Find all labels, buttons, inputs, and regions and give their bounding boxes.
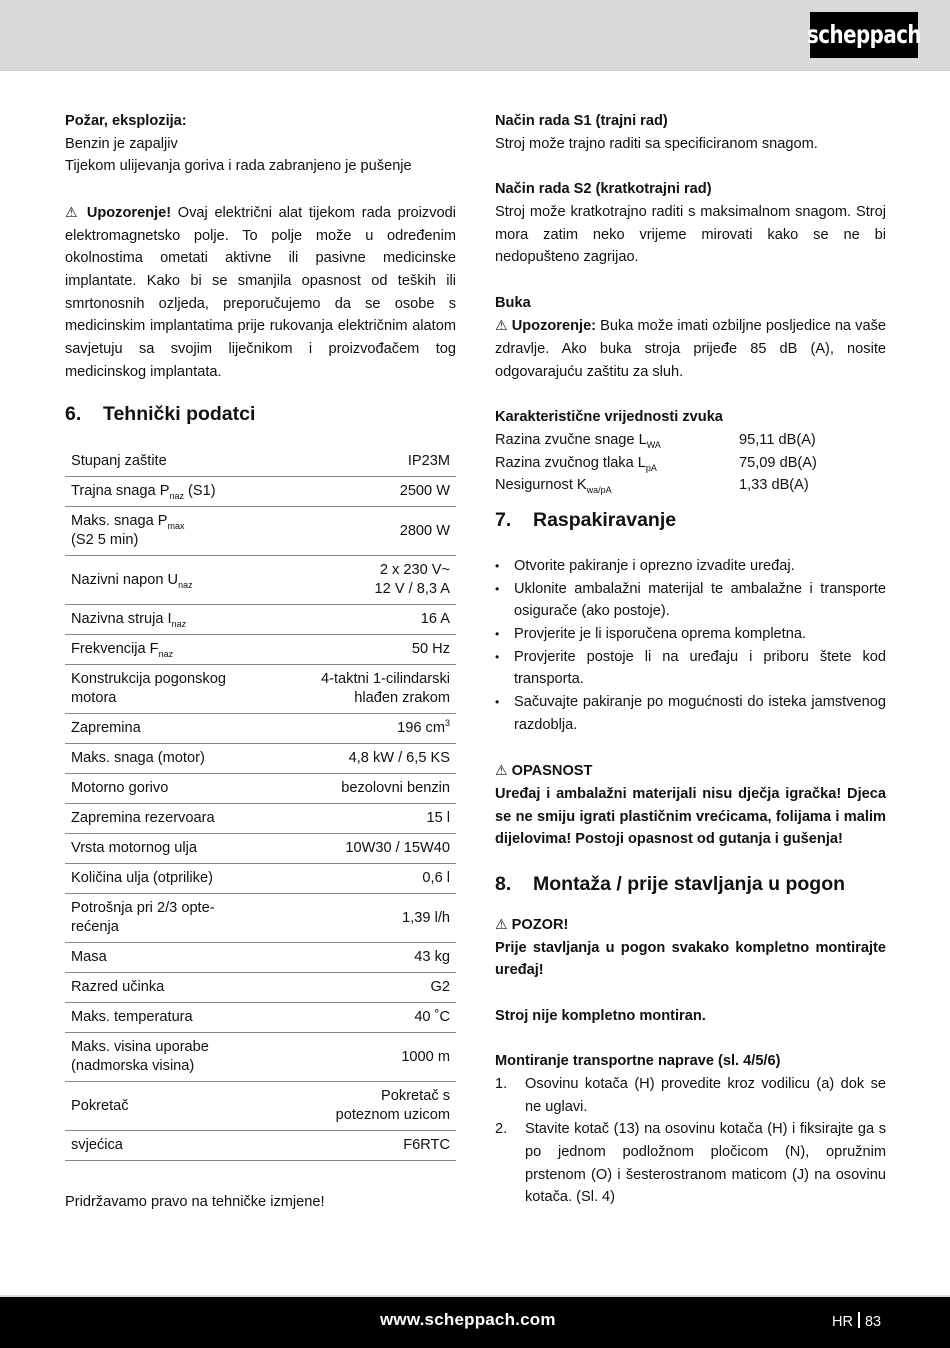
noise-title: Buka (495, 294, 531, 311)
divider (858, 1312, 860, 1328)
spec-row (65, 973, 456, 1003)
spec-value: 2800 W (277, 507, 456, 556)
spec-row (65, 1033, 456, 1082)
sound-label: Razina zvučne snage $L_{WA}$ (495, 431, 661, 450)
spec-value: 2500 W (277, 477, 456, 507)
spec-value: 4-taktni 1-cilindarski hlađen zrakom (277, 665, 456, 714)
spec-label: Masa (65, 943, 277, 973)
spec-row (65, 665, 456, 714)
page-number: 83 (864, 1314, 882, 1330)
s2-title: Način rada S2 (kratkotrajni rad) (495, 181, 712, 198)
section-number: 7. (495, 508, 512, 531)
spec-value: 2 x 230 V~ 12 V / 8,3 A (277, 556, 456, 605)
spec-value: 10W30 / 15W40 (277, 834, 456, 864)
spec-label: Potrošnja pri 2/3 opte- rećenja (65, 894, 277, 943)
spec-label: Količina ulja (otprilike) (65, 864, 277, 894)
language-code: HR (832, 1314, 853, 1330)
s1-title: Način rada S1 (trajni rad) (495, 113, 668, 129)
danger-label: OPASNOST (511, 763, 593, 780)
step-text: Osovinu kotača (H) provedite kroz vodilicu (a) dok se ne uglavi. (525, 1075, 886, 1115)
sound-label: Nesigurnost $K_{wa/pA}$ (495, 477, 612, 496)
spec-value: 1,39 l/h (277, 894, 456, 943)
noise-warning-label: Upozorenje: (511, 318, 597, 335)
sound-row (495, 452, 886, 475)
sound-title: Karakteristične vrijednosti zvuka (495, 409, 723, 426)
step-text: Stavite kotač (13) na osovinu kotača (H) i fiksirajte ga s po jednom podložnom pločicom (N), opružnim prstenom (O) i šesterostranom maticom (J) na osovinu kotača. (Sl. 4) (525, 1121, 886, 1206)
spec-value: F6RTC (277, 1131, 456, 1161)
emf-warning (65, 201, 456, 384)
spec-label: Pokretač (65, 1082, 277, 1131)
spec-row (65, 834, 456, 864)
spec-row (65, 507, 456, 556)
spec-label: Maks. visina uporabe (nadmorska visina) (65, 1033, 277, 1082)
transport-steps (495, 1073, 886, 1209)
spec-label: Motorno gorivo (65, 774, 277, 804)
sound-value: 1,33 dB(A) (739, 477, 809, 494)
spec-label: Nazivni napon $U_{naz}$ (65, 556, 277, 605)
spec-row (65, 447, 456, 477)
section-title: Tehnički podatci (103, 403, 256, 426)
spec-value: 0,6 l (277, 864, 456, 894)
spec-label: Zapremina (65, 714, 277, 744)
step-number: 1. (495, 1075, 508, 1092)
spec-value: 43 kg (277, 943, 456, 973)
caution-label: POZOR! (511, 917, 569, 934)
section-6-heading (65, 401, 456, 427)
right-column (495, 110, 886, 1209)
spec-row (65, 943, 456, 973)
spec-label: Maks. snaga (motor) (65, 744, 277, 774)
spec-value: 4,8 kW / 6,5 KS (277, 744, 456, 774)
noise-warning-text: Buka može imati ozbiljne posljedice na vaše zdravlje. Ako buka stroja prijeđe 85 dB (A), nosite odgovarajuću zaštitu za sluh. (495, 318, 886, 380)
s1-text: Stroj može trajno raditi sa specificiranom snagom. (495, 135, 818, 152)
step-item (495, 1118, 886, 1209)
list-item: • Otvorite pakiranje i oprezno izvadite uređaj. (495, 555, 886, 578)
spec-row (65, 744, 456, 774)
footer-bar (0, 1295, 950, 1348)
emf-warning-text: Ovaj električni alat tijekom rada proizvodi elektromagnetsko polje. To polje može u određenim okolnostima ometati aktivne ili pasivne medicinske implantate. Kako bi se smanjila opasnost od teških ili smrtonosnih ozljeda, preporučujemo da se osobe s medicinskim implantatima prije rukovanja električnim alatom savjetuju sa svojim liječnikom i proizvođačem tog medicinskog implantata. (65, 204, 456, 380)
spec-label: Razred učinka (65, 973, 277, 1003)
transport-title: Montiranje transportne naprave (sl. 4/5/6) (495, 1053, 781, 1070)
spec-value: bezolovni benzin (277, 774, 456, 804)
website-link[interactable]: www.scheppach.com (380, 1310, 556, 1329)
fire-title: Požar, eksplozija: (65, 113, 187, 129)
section-number: 6. (65, 403, 82, 426)
spec-label: Trajna snaga $P_{naz}$ (S1) (65, 477, 277, 507)
spec-row (65, 635, 456, 665)
caution-text: Prije stavljanja u pogon svakako kompletno montirajte uređaj! (495, 939, 886, 979)
section-number: 8. (495, 873, 512, 896)
spec-value: Pokretač s poteznom uzicom (277, 1082, 456, 1131)
spec-row (65, 605, 456, 635)
spec-row (65, 477, 456, 507)
danger-text: Uređaj i ambalažni materijali nisu dječja igračka! Djeca se ne smiju igrati plastičnim vrećicama, folijama i malim dijelovima! Postoji opasnost od gutanja i gušenja! (495, 785, 886, 848)
spec-label: Zapremina rezervoara (65, 804, 277, 834)
fire-line-1: Benzin je zapaljiv (65, 135, 178, 152)
list-item: • Provjerite postoje li na uređaju i priboru štete kod transporta. (495, 646, 886, 691)
tech-spec-table (65, 447, 456, 1161)
spec-value: 16 A (277, 605, 456, 635)
spec-label: Maks. snaga $P_{max}$ (S2 5 min) (65, 507, 277, 556)
list-item: • Provjerite je li isporučena oprema kompletna. (495, 623, 886, 646)
spec-value: 40 ˚C (277, 1003, 456, 1033)
warning-triangle-icon: ⚠ (495, 762, 508, 779)
spec-label: svjećica (65, 1131, 277, 1161)
sound-row (495, 474, 886, 497)
spec-value: 1000 m (277, 1033, 456, 1082)
fire-line-2: Tijekom ulijevanja goriva i rada zabranjeno je pušenje (65, 158, 412, 175)
spec-row (65, 1082, 456, 1131)
spec-label: Konstrukcija pogonskog motora (65, 665, 277, 714)
sound-label: Razina zvučnog tlaka $L_{pA}$ (495, 454, 657, 473)
warning-triangle-icon: ⚠ (495, 916, 508, 933)
spec-value: G2 (277, 973, 456, 1003)
emf-warning-label: Upozorenje! (86, 204, 172, 221)
spec-label: Maks. temperatura (65, 1003, 277, 1033)
section-7-heading (495, 507, 886, 533)
sound-value: 95,11 dB(A) (739, 431, 816, 448)
spec-row (65, 774, 456, 804)
warning-triangle-icon: ⚠ (65, 203, 81, 220)
spec-label: Stupanj zaštite (65, 447, 277, 477)
spec-value: IP23M (277, 447, 456, 477)
warning-triangle-icon: ⚠ (495, 317, 508, 334)
header-bar (0, 0, 950, 71)
scheppach-logo: scheppach (810, 12, 918, 58)
left-column (65, 110, 456, 1214)
spec-row (65, 864, 456, 894)
spec-row (65, 804, 456, 834)
spec-label: Frekvencija $F_{naz}$ (65, 635, 277, 665)
not-assembled-note: Stroj nije kompletno montiran. (495, 1007, 706, 1024)
caution-heading (495, 913, 886, 937)
spec-value: 15 l (277, 804, 456, 834)
section-title: Montaža / prije stavljanja u pogon (533, 873, 846, 896)
spec-label: Nazivna struja $I_{naz}$ (65, 605, 277, 635)
sound-value: 75,09 dB(A) (739, 454, 817, 471)
noise-warning (495, 314, 886, 383)
spec-row (65, 894, 456, 943)
spec-row (65, 1131, 456, 1161)
spec-value: 196 $cm^3$ (277, 714, 456, 744)
spec-row (65, 714, 456, 744)
section-title: Raspakiravanje (533, 508, 677, 531)
spec-value: 50 Hz (277, 635, 456, 665)
sound-row (495, 429, 886, 452)
list-item: • Uklonite ambalažni materijal te ambalažne i transporte osigurače (ako postoje). (495, 578, 886, 623)
spec-row (65, 1003, 456, 1033)
s2-text: Stroj može kratkotrajno raditi s maksimalnom snagom. Stroj mora zatim neko vrijeme mirovati kako se ne bi nedopušteno zagrijao. (495, 203, 886, 266)
page-indicator (832, 1312, 881, 1330)
disclaimer: Pridržavamo pravo na tehničke izmjene! (65, 1194, 325, 1211)
section-8-heading (495, 871, 886, 897)
step-number: 2. (495, 1121, 508, 1138)
unpack-list (495, 555, 886, 737)
step-item (495, 1073, 886, 1118)
spec-label: Vrsta motornog ulja (65, 834, 277, 864)
sound-values (495, 429, 886, 497)
spec-row (65, 556, 456, 605)
danger-heading (495, 759, 886, 783)
list-item: • Sačuvajte pakiranje po mogućnosti do isteka jamstvenog razdoblja. (495, 691, 886, 736)
